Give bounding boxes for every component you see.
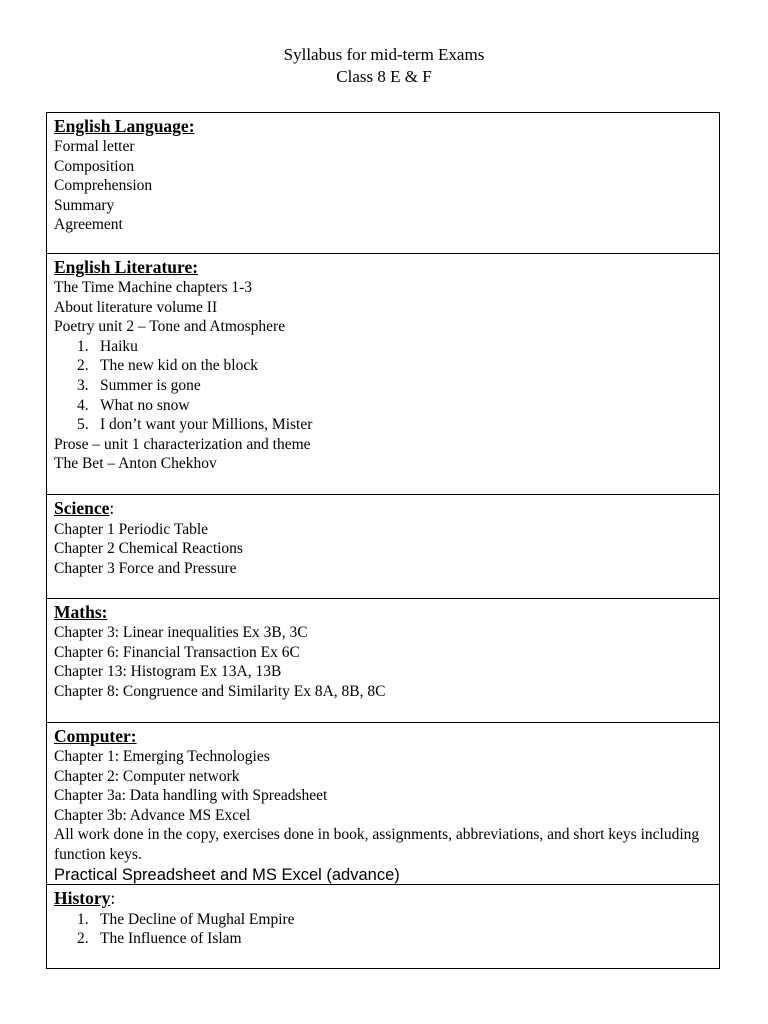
topic-line: The Time Machine chapters 1-3 (54, 279, 253, 296)
section-computer (47, 722, 719, 884)
list-item (54, 337, 719, 357)
topic-line: Chapter 3a: Data handling with Spreadsheet (54, 787, 328, 805)
topic-line: Agreement (54, 216, 123, 234)
list-item (54, 929, 719, 949)
topic-line: Chapter 2 Chemical Reactions (54, 540, 243, 558)
section-science (47, 494, 719, 598)
list-number: 3. (77, 376, 89, 394)
topic-line: Chapter 13: Histogram Ex 13A, 13B (54, 663, 282, 681)
list-item-text: Summer is gone (100, 376, 201, 394)
topic-line: Chapter 2: Computer network (54, 767, 240, 785)
list-number: 4. (77, 396, 89, 414)
history-list (54, 910, 719, 949)
list-item-text: The Decline of Mughal Empire (100, 910, 295, 928)
section-english-language (47, 113, 719, 253)
list-item-text: The new kid on the block (100, 357, 258, 375)
topic-line: Chapter 3b: Advance MS Excel (54, 806, 251, 824)
computer-note: All work done in the copy, exercises done in book, assignments, abbreviations, and short keys including function keys. (54, 826, 700, 863)
list-item (54, 356, 719, 376)
section-heading (54, 887, 719, 910)
list-item (54, 910, 719, 930)
syllabus-table (46, 112, 720, 969)
list-number: 1. (77, 337, 89, 355)
section-title: English Literature: (54, 257, 199, 277)
topic-line: Composition (54, 157, 135, 175)
list-number: 2. (77, 357, 89, 375)
list-item (54, 376, 719, 396)
list-item-text: What no snow (100, 396, 190, 414)
section-title: History (54, 888, 111, 908)
section-english-literature (47, 253, 719, 494)
section-title: Computer: (54, 726, 137, 746)
section-heading (54, 497, 719, 520)
topic-line: Chapter 3: Linear inequalities Ex 3B, 3C (54, 624, 308, 641)
list-item (54, 415, 719, 435)
section-maths (47, 598, 719, 722)
list-number: 2. (77, 930, 89, 948)
section-title: Science (54, 498, 110, 518)
topic-line: The Bet – Anton Chekhov (54, 455, 217, 473)
topic-line: Formal letter (54, 138, 135, 155)
section-title: Maths: (54, 602, 108, 622)
list-item-text: I don’t want your Millions, Mister (100, 416, 313, 434)
list-item-text: The Influence of Islam (100, 930, 242, 948)
topic-line: Poetry unit 2 – Tone and Atmosphere (54, 318, 286, 336)
topic-line: Chapter 8: Congruence and Similarity Ex 8A, 8B, 8C (54, 682, 386, 700)
list-item-text: Haiku (100, 337, 138, 355)
topic-line: Chapter 1 Periodic Table (54, 520, 209, 538)
list-item (54, 396, 719, 416)
list-number: 1. (77, 910, 89, 928)
topic-line: About literature volume II (54, 298, 218, 316)
page-subtitle: Class 8 E & F (336, 67, 432, 86)
section-colon: : (109, 498, 115, 518)
topic-line: Prose – unit 1 characterization and theme (54, 435, 311, 453)
section-history (47, 884, 719, 968)
topic-line: Chapter 6: Financial Transaction Ex 6C (54, 643, 300, 661)
list-number: 5. (77, 416, 89, 434)
page-title: Syllabus for mid-term Exams (283, 45, 485, 64)
topic-line: Chapter 3 Force and Pressure (54, 559, 237, 577)
page-header (0, 44, 768, 88)
topic-line: Comprehension (54, 177, 153, 195)
practical-line: Practical Spreadsheet and MS Excel (advance) (54, 865, 400, 884)
section-title: English Language: (54, 116, 195, 136)
topic-line: Summary (54, 196, 115, 214)
topic-line: Chapter 1: Emerging Technologies (54, 748, 270, 765)
section-colon: : (110, 888, 116, 908)
poem-list (54, 337, 719, 435)
